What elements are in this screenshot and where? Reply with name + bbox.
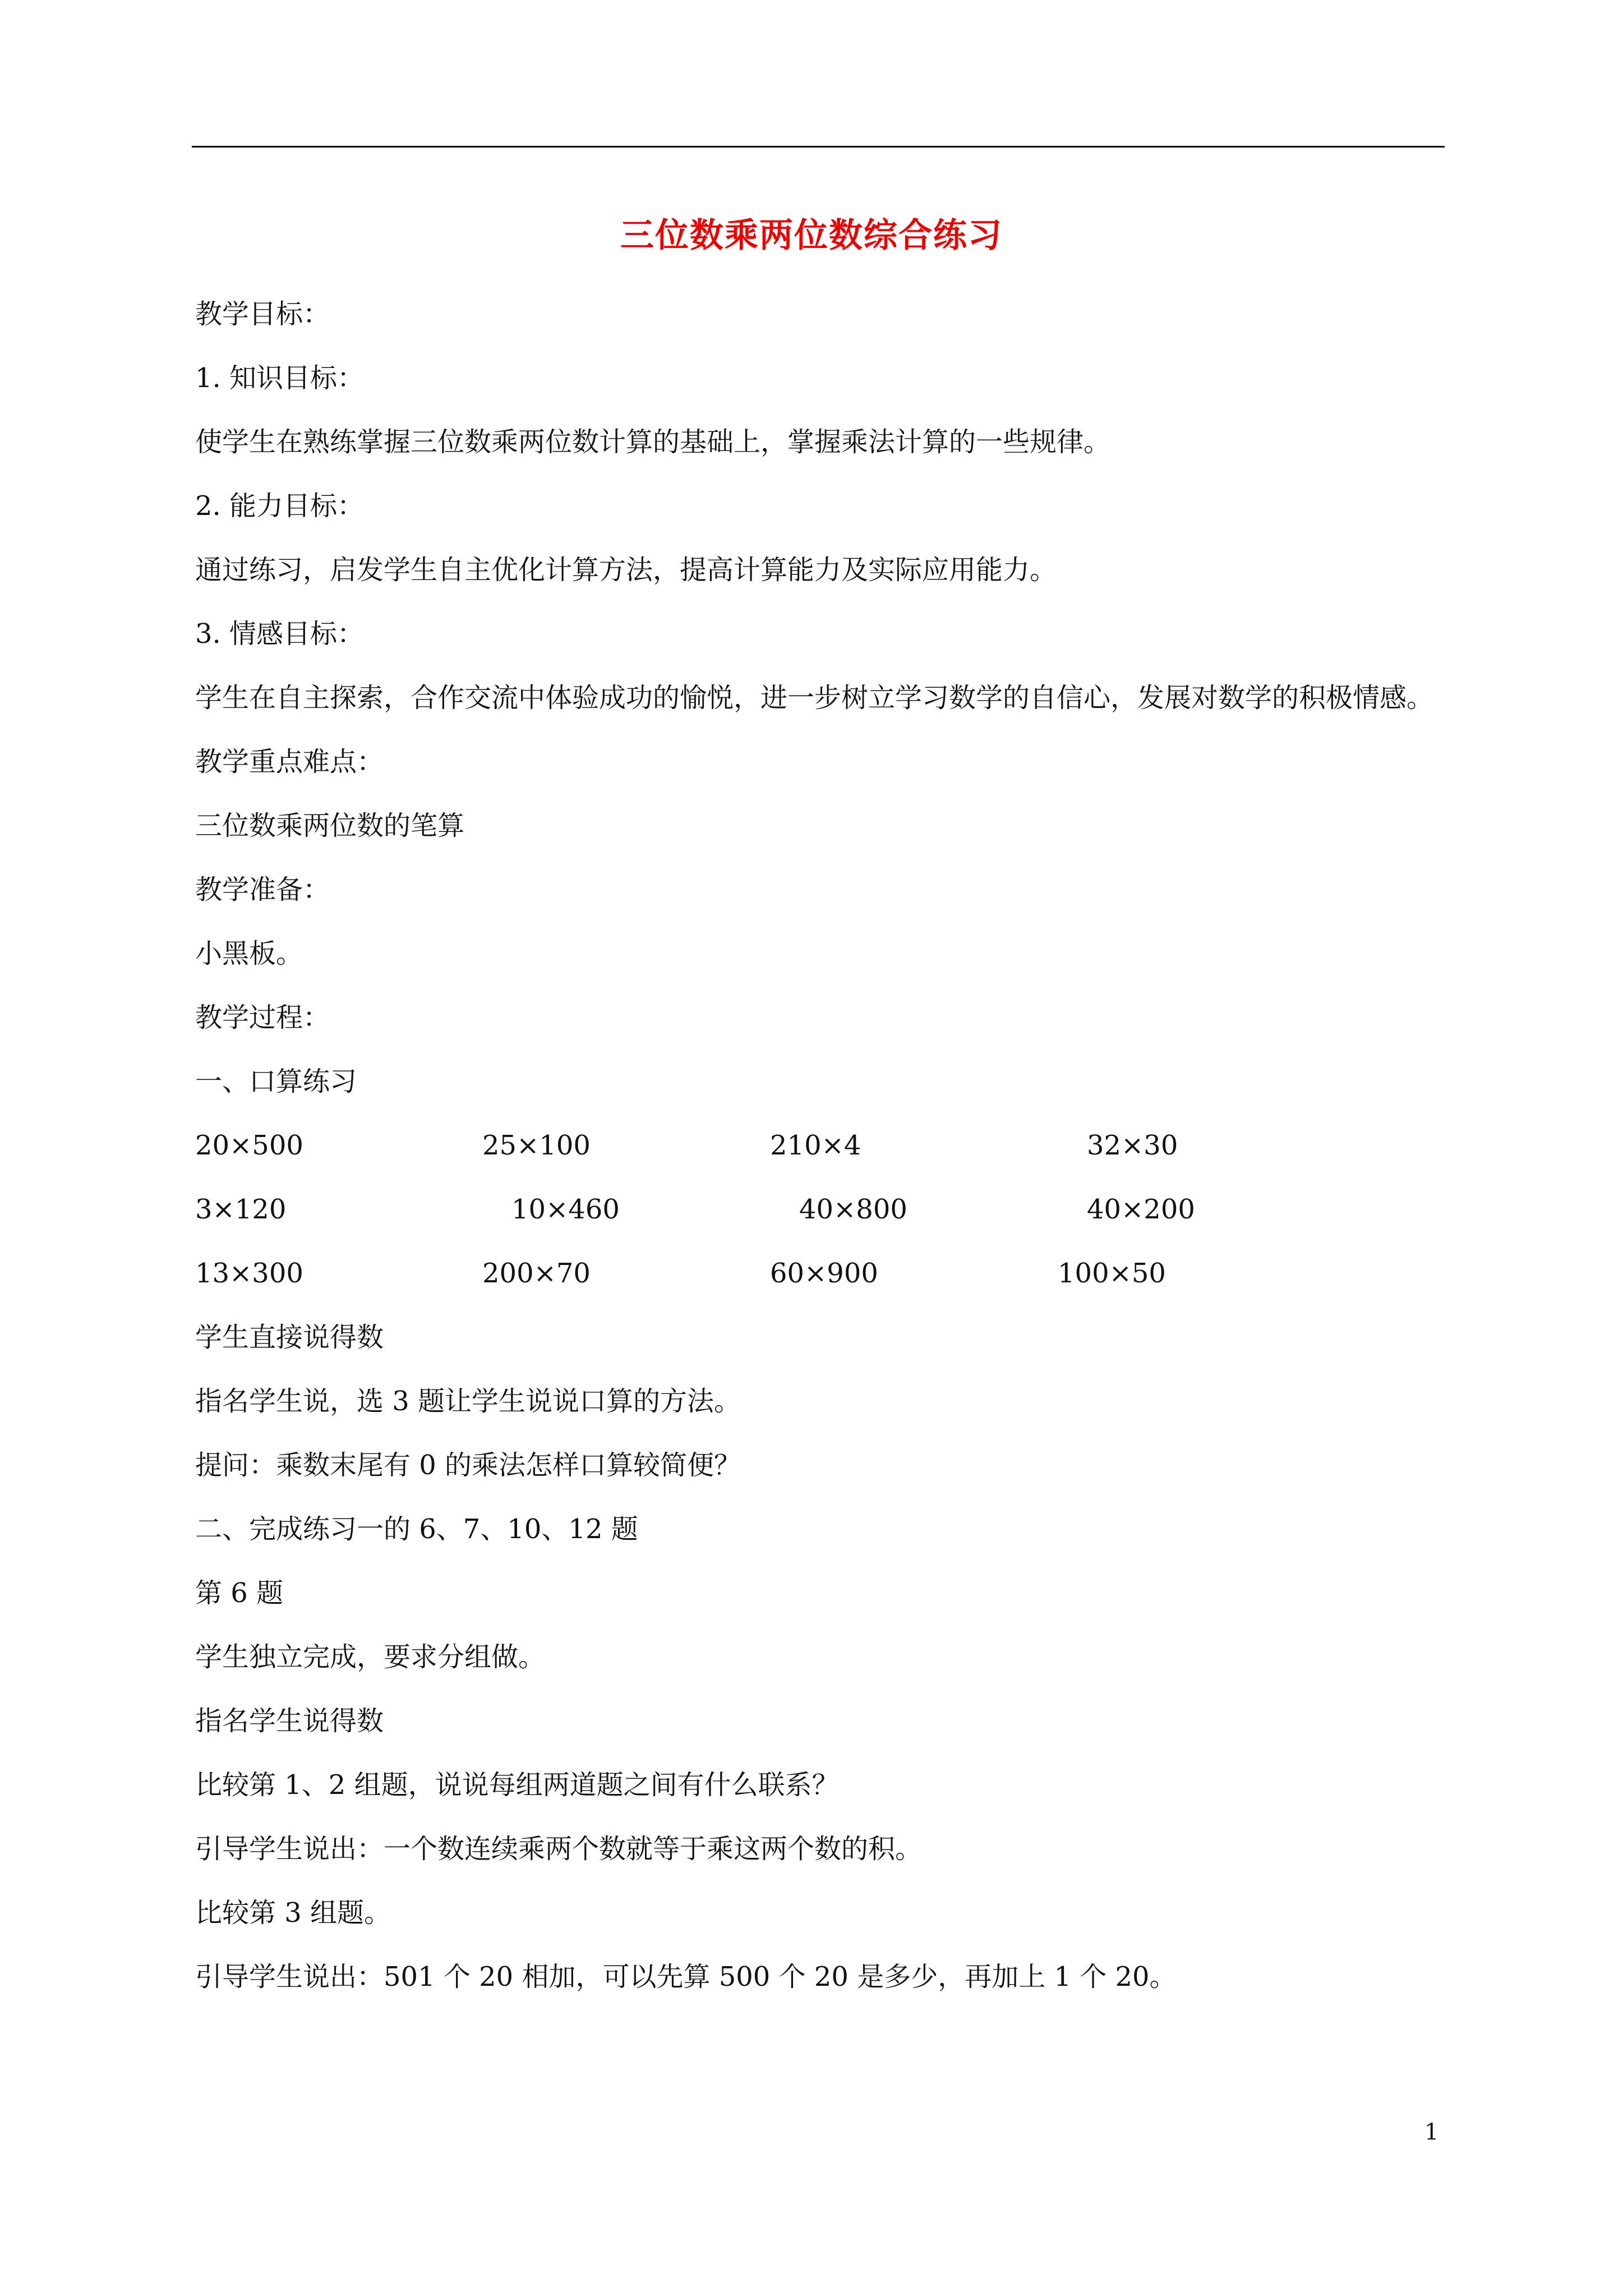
- oral-calc-item: 210×4: [770, 1130, 861, 1161]
- document-body: [195, 297, 1451, 2024]
- oral-calc-item: 32×30: [1087, 1130, 1178, 1161]
- goal2-heading: 2. 能力目标：: [195, 490, 365, 522]
- part1-heading: 一、口算练习: [195, 1066, 357, 1097]
- body-line: 指名学生说，选 3 题让学生说说口算的方法。: [195, 1386, 741, 1417]
- prep-heading: 教学准备：: [195, 874, 330, 905]
- header-rule: [192, 146, 1445, 148]
- oral-calc-item: 20×500: [195, 1130, 303, 1161]
- body-line: 提问：乘数末尾有 0 的乘法怎样口算较简便？: [195, 1450, 741, 1481]
- body-line: 引导学生说出：501 个 20 相加，可以先算 500 个 20 是多少，再加上 1 个 20。: [195, 1961, 1177, 1993]
- oral-calc-item: 25×100: [482, 1130, 591, 1161]
- page-number: 1: [1424, 2119, 1439, 2145]
- body-line: 指名学生说得数: [195, 1705, 384, 1737]
- oral-calc-item: 10×460: [511, 1194, 620, 1225]
- goal3-text: 学生在自主探索，合作交流中体验成功的愉悦，进一步树立学习数学的自信心，发展对数学的积极情感。: [195, 682, 1434, 714]
- oral-calc-item: 13×300: [195, 1258, 303, 1289]
- oral-calc-item: 40×200: [1087, 1194, 1195, 1225]
- oral-calc-item: 200×70: [482, 1258, 591, 1289]
- oral-calc-row: [195, 1129, 1451, 1162]
- oral-calc-item: 40×800: [799, 1194, 907, 1225]
- goal1-text: 使学生在熟练掌握三位数乘两位数计算的基础上，掌握乘法计算的一些规律。: [195, 426, 1111, 458]
- goal3-heading: 3. 情感目标：: [195, 618, 365, 650]
- body-line: 比较第 3 组题。: [195, 1897, 391, 1929]
- oral-calc-item: 100×50: [1058, 1258, 1166, 1289]
- oral-calc-item: 3×120: [195, 1194, 287, 1225]
- body-line: 引导学生说出：一个数连续乘两个数就等于乘这两个数的积。: [195, 1833, 923, 1865]
- oral-calc-item: 60×900: [770, 1258, 878, 1289]
- goal1-heading: 1. 知识目标：: [195, 362, 365, 394]
- process-heading: 教学过程：: [195, 1002, 330, 1033]
- body-line: 比较第 1、2 组题，说说每组两道题之间有什么联系？: [195, 1769, 839, 1801]
- body-line: 学生独立完成，要求分组做。: [195, 1641, 546, 1673]
- body-line: 学生直接说得数: [195, 1322, 384, 1353]
- key-heading: 教学重点难点：: [195, 746, 384, 777]
- oral-calc-row: [195, 1257, 1451, 1290]
- key-text: 三位数乘两位数的笔算: [195, 810, 465, 841]
- prep-text: 小黑板。: [195, 938, 303, 969]
- goal2-text: 通过练习，启发学生自主优化计算方法，提高计算能力及实际应用能力。: [195, 554, 1057, 586]
- body-line: 第 6 题: [195, 1577, 284, 1609]
- goals-heading: 教学目标：: [195, 298, 330, 330]
- document-title: 三位数乘两位数综合练习: [620, 216, 1003, 255]
- oral-calc-row: [195, 1193, 1451, 1226]
- part2-heading: 二、完成练习一的 6、7、10、12 题: [195, 1513, 638, 1545]
